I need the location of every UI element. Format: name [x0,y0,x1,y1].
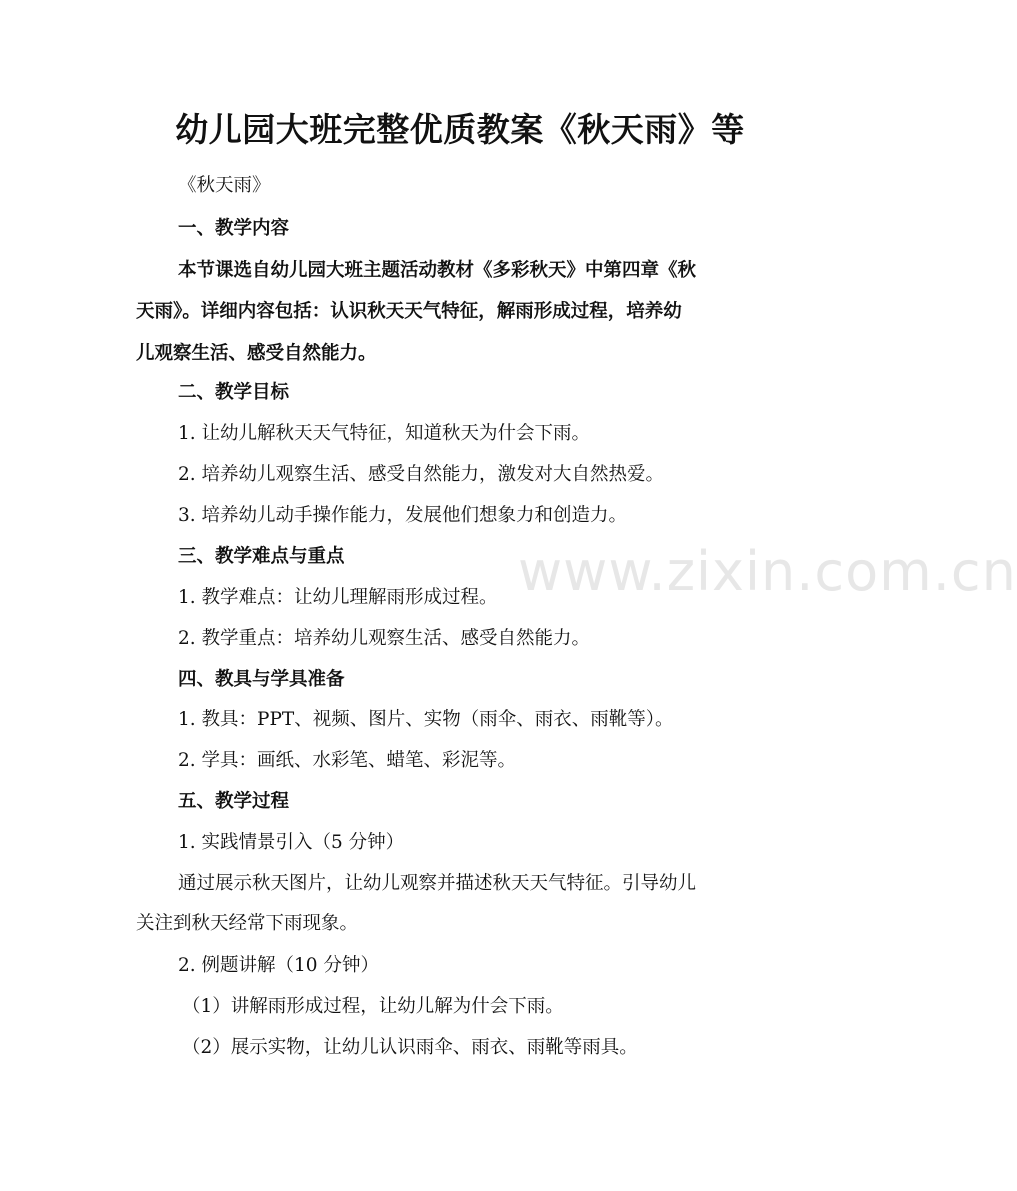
list-item: 2. 学具：画纸、水彩笔、蜡笔、彩泥等。 [178,750,517,771]
section-heading-materials: 四、教具与学具准备 [178,669,345,690]
section-heading-content: 一、教学内容 [178,218,290,239]
paragraph-line: 天雨》。详细内容包括：认识秋天天气特征，解雨形成过程，培养幼 [136,301,682,322]
list-item: （1）讲解雨形成过程，让幼儿解为什会下雨。 [182,996,564,1017]
list-item: 1. 让幼儿解秋天天气特征，知道秋天为什会下雨。 [178,423,591,444]
watermark: www.zixin.com.cn [518,540,1017,603]
paragraph-line: 通过展示秋天图片，让幼儿观察并描述秋天天气特征。引导幼儿 [178,873,697,894]
list-item: 1. 教具：PPT、视频、图片、实物（雨伞、雨衣、雨靴等）。 [178,709,674,730]
paragraph-line: 儿观察生活、感受自然能力。 [136,343,377,364]
paragraph-line: 关注到秋天经常下雨现象。 [136,913,359,934]
section-heading-goals: 二、教学目标 [178,382,290,403]
list-item: （2）展示实物，让幼儿认识雨伞、雨衣、雨靴等雨具。 [182,1037,638,1058]
section-heading-difficulties: 三、教学难点与重点 [178,546,345,567]
list-item: 2. 培养幼儿观察生活、感受自然能力，激发对大自然热爱。 [178,464,665,485]
step-heading: 1. 实践情景引入（5 分钟） [178,832,405,853]
document-subtitle: 《秋天雨》 [178,175,271,196]
section-heading-process: 五、教学过程 [178,791,290,812]
list-item: 2. 教学重点：培养幼儿观察生活、感受自然能力。 [178,628,591,649]
step-heading: 2. 例题讲解（10 分钟） [178,955,379,976]
paragraph-line: 本节课选自幼儿园大班主题活动教材《多彩秋天》中第四章《秋 [178,260,697,281]
list-item: 3. 培养幼儿动手操作能力，发展他们想象力和创造力。 [178,505,628,526]
document-title: 幼儿园大班完整优质教案《秋天雨》等 [175,110,745,149]
list-item: 1. 教学难点：让幼儿理解雨形成过程。 [178,587,498,608]
